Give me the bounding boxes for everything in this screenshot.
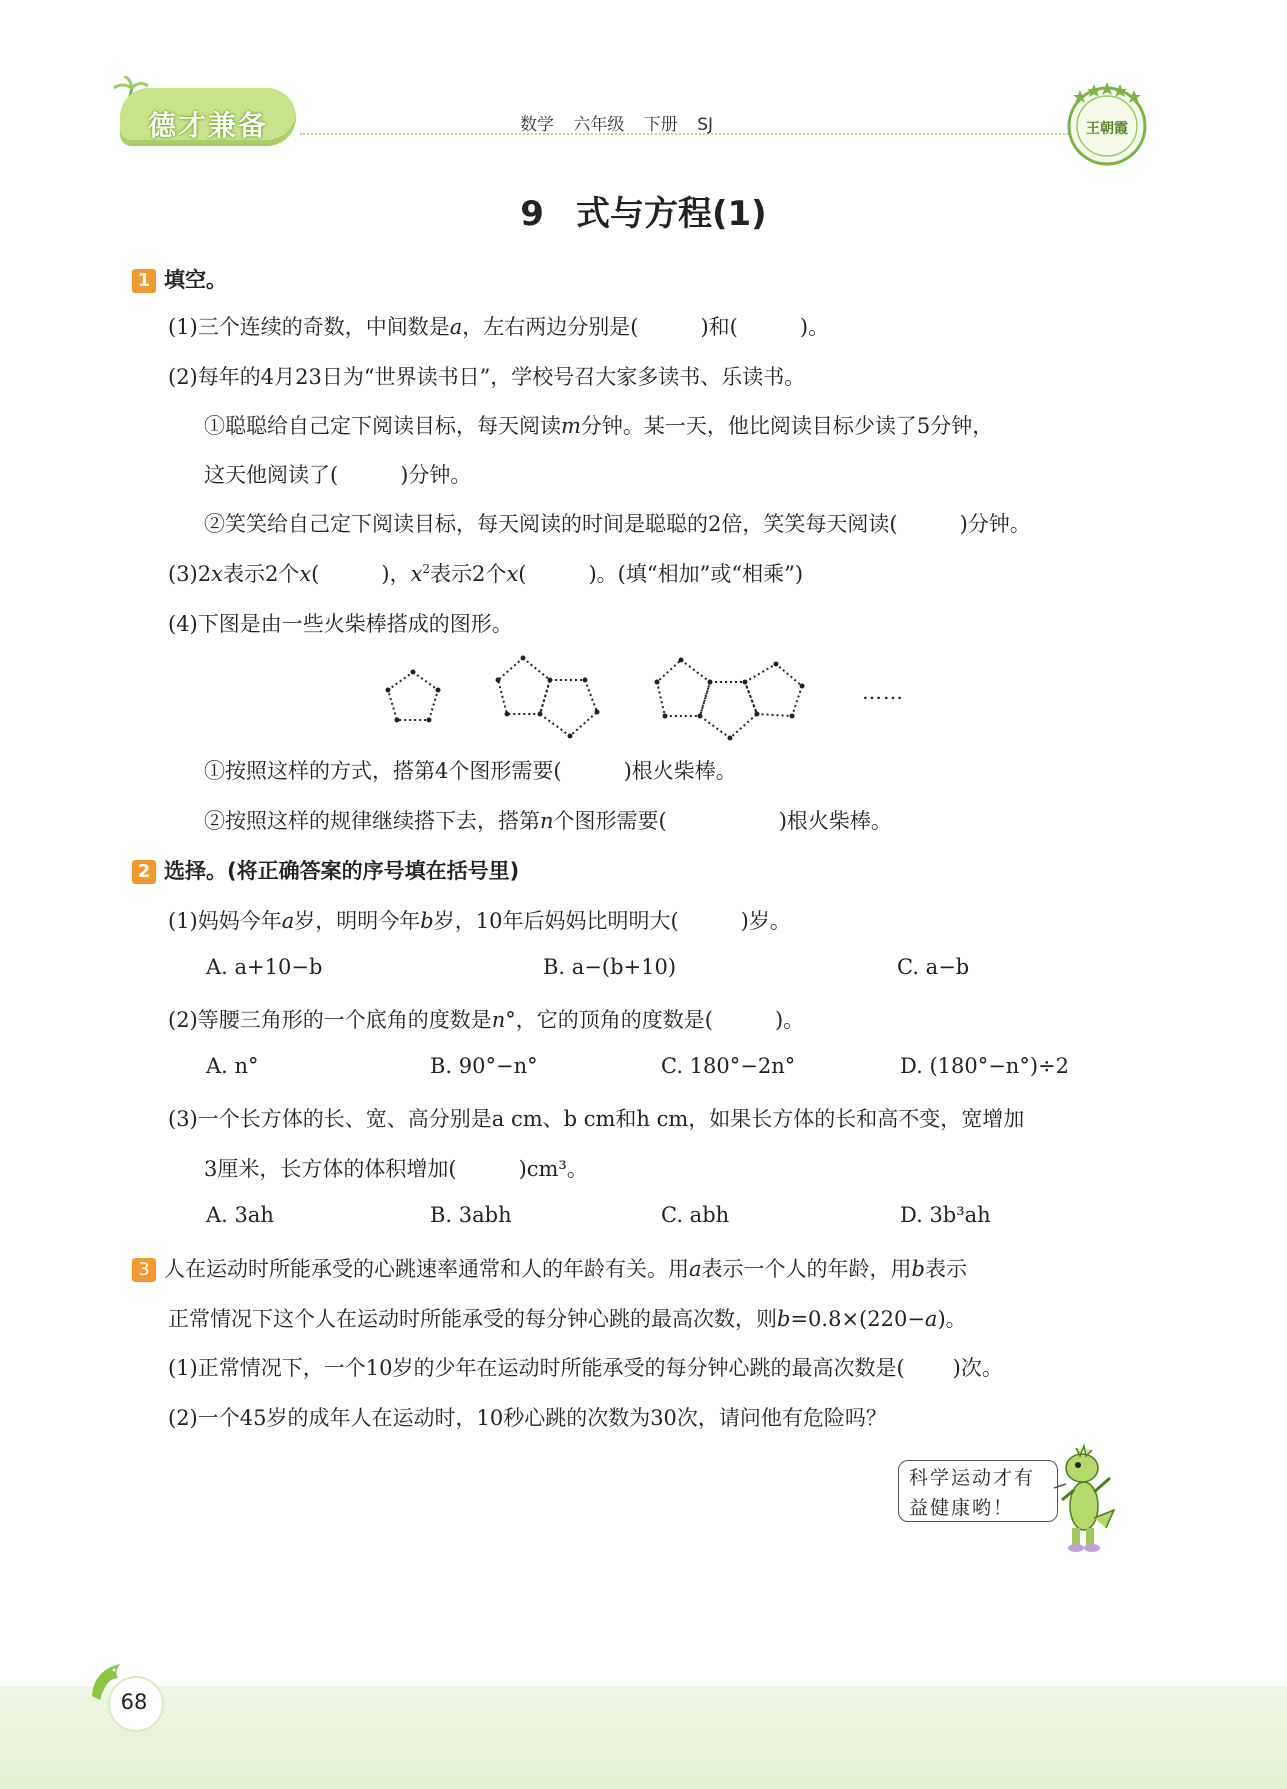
brand-logo-text: 德才兼备 [148, 109, 269, 142]
section-3-intro-line2: 正常情况下这个人在运动时所能承受的每分钟心跳的最高次数，则b=0.8×(220−a)。 [168, 1307, 967, 1331]
footer-band [0, 1686, 1287, 1789]
bubble-line-2: 益健康哟！ [909, 1497, 1015, 1519]
q2-2-option-b[interactable]: B. 90°−n° [430, 1054, 538, 1078]
q2-2: (2)等腰三角形的一个底角的度数是n°，它的顶角的度数是( )。 [168, 1008, 805, 1032]
q1-3: (3)2x表示2个x( )，$x^2$表示2个x( )。(填“相加”或“相乘”) [168, 562, 804, 586]
q2-3-line2: 3厘米，长方体的体积增加( )cm³。 [204, 1157, 588, 1181]
section-1-number: 1 [132, 269, 156, 293]
q2-2-option-c[interactable]: C. 180°−2n° [661, 1054, 796, 1078]
section-2-number: 2 [132, 860, 156, 884]
q1-4-2: ②按照这样的规律继续搭下去，搭第n个图形需要( )根火柴棒。 [204, 809, 892, 833]
header-book-info: 数学 六年级 下册 SJ [520, 115, 714, 135]
q2-3-option-a[interactable]: A. 3ah [206, 1203, 274, 1227]
lesson-number: 9 [520, 194, 544, 234]
page-title [0, 186, 1287, 235]
section-2-heading: 2 选择。(将正确答案的序号填在括号里) [132, 855, 519, 885]
q2-2-option-d[interactable]: D. (180°−n°)÷2 [900, 1054, 1069, 1078]
section-1-heading: 1 填空。 [132, 264, 227, 294]
q2-3-option-d[interactable]: D. 3b³ah [900, 1203, 991, 1227]
author-seal-icon [1062, 78, 1152, 168]
section-3-number: 3 [132, 1258, 156, 1282]
q3-2: (2)一个45岁的成年人在运动时，10秒心跳的次数为30次，请问他有危险吗？ [168, 1406, 887, 1430]
q1-2-1-line2: 这天他阅读了( )分钟。 [204, 463, 472, 487]
seal-text: 王朝霞 [1086, 121, 1128, 137]
pentagon-figure-2b [540, 680, 597, 736]
q3-1: (1)正常情况下，一个10岁的少年在运动时所能承受的每分钟心跳的最高次数是( )次。 [168, 1356, 1003, 1380]
dinosaur-mascot-icon [1048, 1440, 1128, 1560]
q2-3-option-b[interactable]: B. 3abh [430, 1203, 512, 1227]
q1-1: (1)三个连续的奇数，中间数是a，左右两边分别是( )和( )。 [168, 315, 830, 339]
q2-3-line1: (3)一个长方体的长、宽、高分别是a cm、b cm和h cm，如果长方体的长和高不变，宽增加 [168, 1107, 1025, 1131]
q2-2-option-a[interactable]: A. n° [206, 1054, 259, 1078]
pentagon-figure-1 [388, 672, 438, 720]
bubble-line-1: 科学运动才有 [909, 1467, 1036, 1489]
q1-4-1: ①按照这样的方式，搭第4个图形需要( )根火柴棒。 [204, 759, 737, 783]
section-3-intro-line1: 3 人在运动时所能承受的心跳速率通常和人的年龄有关。用a表示一个人的年龄，用b表示 [132, 1253, 967, 1283]
q1-4: (4)下图是由一些火柴棒搭成的图形。 [168, 612, 513, 636]
q1-2-2: ②笑笑给自己定下阅读目标，每天阅读的时间是聪聪的2倍，笑笑每天阅读( )分钟。 [204, 512, 1031, 536]
pentagon-figure-3c [745, 664, 802, 716]
q2-1-option-b[interactable]: B. a−(b+10) [543, 955, 677, 979]
q2-3-option-c[interactable]: C. abh [661, 1203, 730, 1227]
q2-1: (1)妈妈今年a岁，明明今年b岁，10年后妈妈比明明大( )岁。 [168, 909, 791, 933]
q2-1-option-c[interactable]: C. a−b [897, 955, 970, 979]
figures-ellipsis: …… [862, 680, 904, 704]
lesson-title: 式与方程(1) [575, 194, 767, 234]
q1-2: (2)每年的4月23日为“世界读书日”，学校号召大家多读书、乐读书。 [168, 365, 806, 389]
page-number: 68 [120, 1690, 148, 1714]
q1-2-1-line1: ①聪聪给自己定下阅读目标，每天阅读m分钟。某一天，他比阅读目标少读了5分钟， [204, 414, 994, 438]
q2-1-option-a[interactable]: A. a+10−b [206, 955, 323, 979]
matchstick-figures [370, 650, 810, 750]
speech-bubble [898, 1460, 1058, 1522]
